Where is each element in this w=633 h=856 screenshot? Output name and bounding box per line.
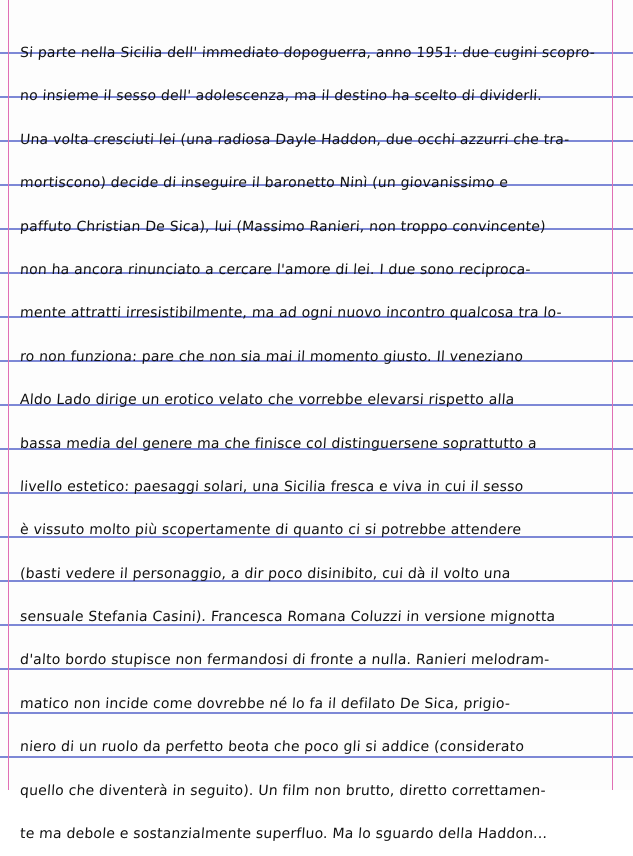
text-line: d'alto bordo stupisce non fermandosi di fronte a nulla. Ranieri melodram- [19,652,550,669]
left-margin-line [8,0,9,790]
text-line: paffuto Christian De Sica), lui (Massimo Ranieri, non troppo convincente) [19,218,547,235]
text-line: te ma debole e sostanzialmente superfluo. Ma lo sguardo della Haddon... [19,826,548,843]
text-line: livello estetico: paesaggi solari, una Sicilia fresca e viva in cui il sesso [19,478,524,495]
text-line: (basti vedere il personaggio, a dir poco disinibito, cui dà il volto una [19,565,512,582]
text-line: Si parte nella Sicilia dell' immediato dopoguerra, anno 1951: due cugini scopro- [19,45,596,61]
text-line: no insieme il sesso dell' adolescenza, ma il destino ha scelto di dividerli. [19,88,543,105]
text-line: Aldo Lado dirige un erotico velato che vorrebbe elevarsi rispetto alla [19,392,516,409]
text-line: non ha ancora rinunciato a cercare l'amore di lei. I due sono reciproca- [19,261,532,278]
text-line: mortiscono) decide di inseguire il baronetto Ninì (un giovanissimo e [19,175,509,192]
text-line: mente attratti irresistibilmente, ma ad ogni nuovo incontro qualcosa tra lo- [19,305,563,322]
text-line: Una volta cresciuti lei (una radiosa Dayle Haddon, due occhi azzurri che tra- [19,131,570,148]
text-line: ro non funziona: pare che non sia mai il momento giusto. Il veneziano [19,348,524,365]
handwritten-text [20,32,610,856]
text-line: sensuale Stefania Casini). Francesca Romana Coluzzi in versione mignotta [19,609,556,626]
text-line: niero di un ruolo da perfetto beota che poco gli si addice (considerato [19,739,525,756]
text-line: matico non incide come dovrebbe né lo fa il defilato De Sica, prigio- [19,695,511,712]
text-line: quello che diventerà in seguito). Un film non brutto, diretto correttamen- [19,782,547,799]
text-line: bassa media del genere ma che finisce col distinguersene soprattutto a [19,435,538,452]
right-margin-line [612,0,613,790]
text-line: è vissuto molto più scopertamente di quanto ci si potrebbe attendere [19,522,522,539]
